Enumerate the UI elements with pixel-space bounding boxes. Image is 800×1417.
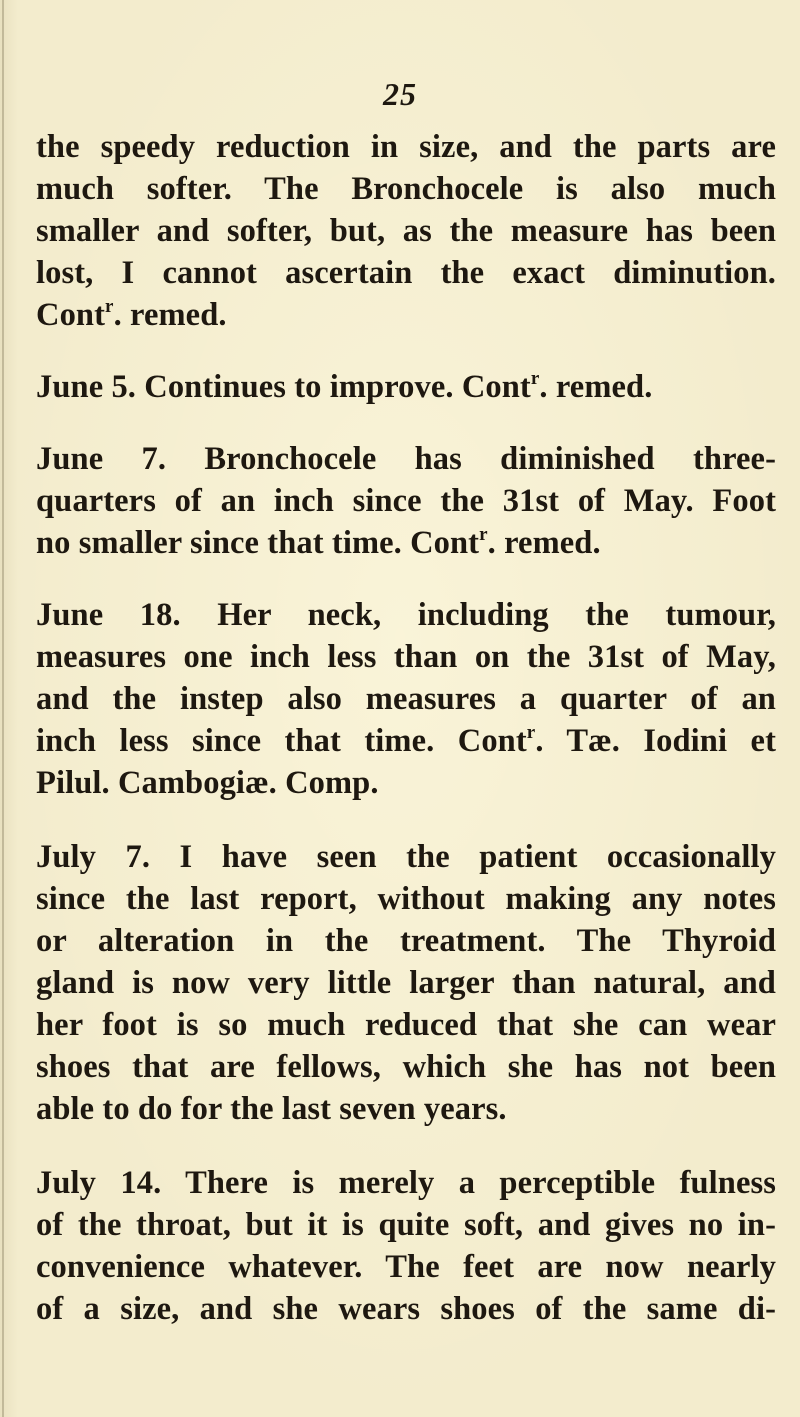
text-segment: Cont	[36, 297, 106, 333]
text-segment: . remed.	[487, 525, 601, 561]
text-line: her foot is so much reduced that she can wear	[36, 1007, 776, 1043]
superscript: r	[530, 368, 540, 389]
paragraph	[36, 438, 776, 564]
text-segment: no smaller since that time. Cont	[36, 525, 480, 561]
text-line: since the last report, without making any notes	[36, 881, 776, 917]
text-segment: inch less since that time. Cont	[36, 723, 527, 759]
paragraph-gap	[36, 804, 776, 836]
text-line: quarters of an inch since the 31st of May. Foot	[36, 483, 776, 519]
text-line	[36, 720, 776, 762]
text-line: July 14. There is merely a perceptible fulness	[36, 1165, 776, 1201]
paragraph	[36, 366, 776, 408]
text-line: able to do for the last seven years.	[36, 1091, 507, 1127]
text-line: the speedy reduction in size, and the parts are	[36, 129, 776, 165]
text-line: convenience whatever. The feet are now nearly	[36, 1249, 776, 1285]
paragraph	[36, 126, 776, 336]
text-line: June 7. Bronchocele has diminished three-	[36, 441, 776, 477]
paragraph	[36, 594, 776, 804]
text-segment: . remed.	[113, 297, 227, 333]
page-number: 25	[383, 76, 417, 112]
superscript: r	[479, 524, 488, 545]
superscript: r	[105, 296, 114, 317]
text-segment: June 5. Continues to improve. Cont	[36, 369, 531, 405]
paragraph-gap	[36, 1130, 776, 1162]
text-line: measures one inch less than on the 31st of May,	[36, 639, 776, 675]
text-line: lost, I cannot ascertain the exact diminution.	[36, 255, 776, 291]
text-line	[36, 294, 776, 336]
text-line	[36, 522, 776, 564]
text-line: June 18. Her neck, including the tumour,	[36, 597, 776, 633]
text-line: shoes that are fellows, which she has not been	[36, 1049, 776, 1085]
paragraph-gap	[36, 408, 776, 438]
paragraph	[36, 836, 776, 1130]
text-segment: . Tæ. Iodini et	[535, 723, 776, 759]
text-line: gland is now very little larger than natural, and	[36, 965, 776, 1001]
body-text	[36, 126, 776, 1330]
text-line: much softer. The Bronchocele is also much	[36, 171, 776, 207]
text-line: of a size, and she wears shoes of the same di-	[36, 1291, 776, 1327]
text-line: of the throat, but it is quite soft, and gives no in-	[36, 1207, 776, 1243]
page-edge-rule	[2, 0, 4, 1417]
text-line: July 7. I have seen the patient occasionally	[36, 839, 776, 875]
text-line: or alteration in the treatment. The Thyroid	[36, 923, 776, 959]
text-line: smaller and softer, but, as the measure has been	[36, 213, 776, 249]
text-line	[36, 366, 776, 408]
text-line: and the instep also measures a quarter of an	[36, 681, 776, 717]
paragraph-gap	[36, 336, 776, 366]
text-segment: . remed.	[539, 369, 653, 405]
paragraph	[36, 1162, 776, 1330]
superscript: r	[526, 722, 536, 743]
text-line: Pilul. Cambogiæ. Comp.	[36, 765, 379, 801]
paragraph-gap	[36, 564, 776, 594]
